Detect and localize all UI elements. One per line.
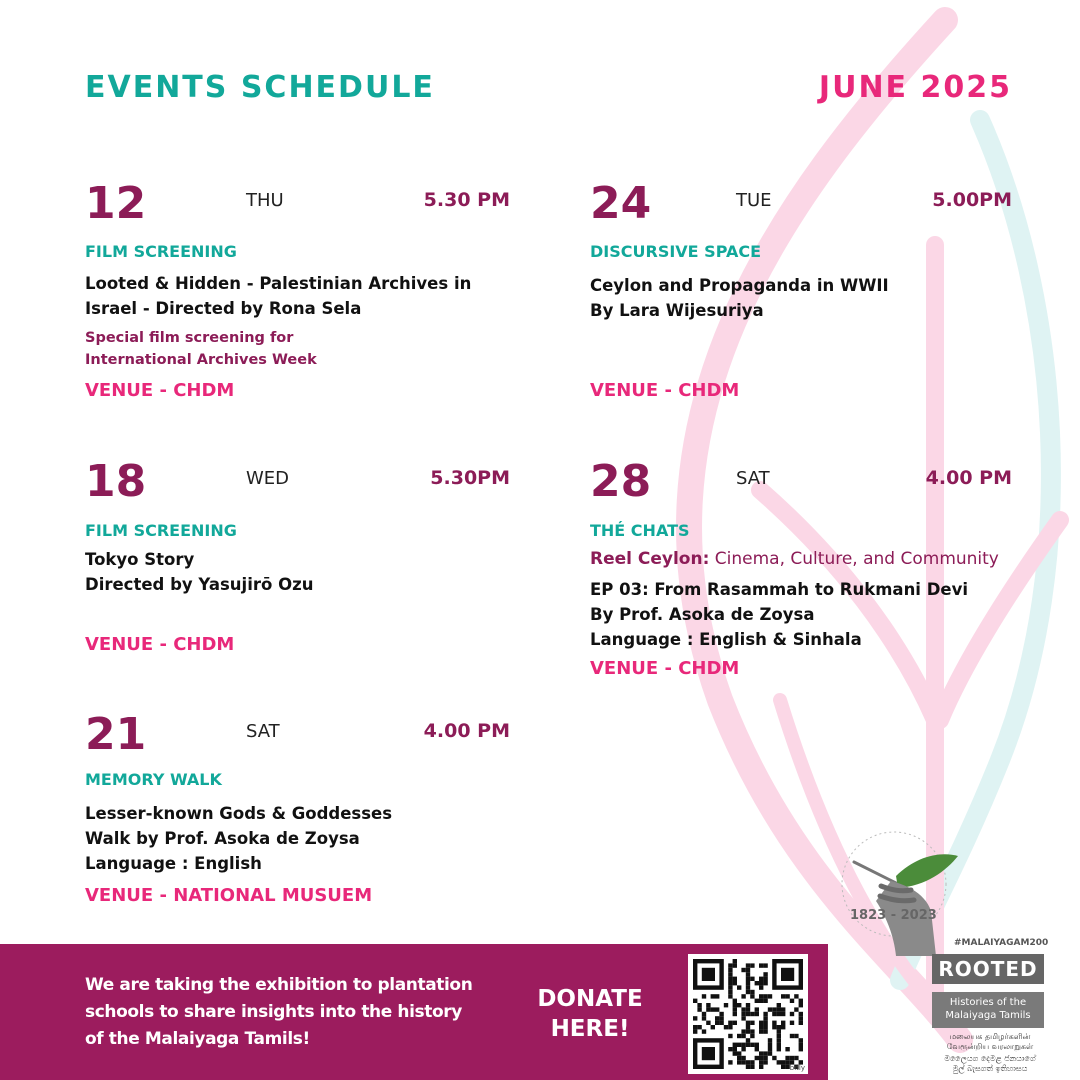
event-series xyxy=(590,549,999,569)
event-category: THÉ CHATS xyxy=(590,521,690,540)
event-time: 5.00PM xyxy=(932,189,1012,211)
event-venue: VENUE - CHDM xyxy=(590,658,740,679)
logo-sinhala-line: මුල් බැසගත් ඉතිහාසය xyxy=(952,1064,1028,1073)
event-title-line: Israel - Directed by Rona Sela xyxy=(85,299,362,318)
banner-line: schools to share insights into the history xyxy=(85,1002,462,1022)
donate-line: HERE! xyxy=(550,1016,630,1042)
event-title-line: Language : English & Sinhala xyxy=(590,630,862,649)
event-title-line: Ceylon and Propaganda in WWII xyxy=(590,276,889,295)
logo-years: 1823 - 2023 xyxy=(850,908,937,923)
banner-message xyxy=(85,972,505,1053)
event-title-line: Lesser-known Gods & Goddesses xyxy=(85,804,393,823)
event-category: FILM SCREENING xyxy=(85,242,237,261)
event-title-line: Tokyo Story xyxy=(85,550,195,569)
logo-sinhala-line: මලෛයග දෙමළ ජනයාගේ xyxy=(944,1054,1036,1063)
donate-line: DONATE xyxy=(537,986,643,1012)
donate-here-label[interactable] xyxy=(530,984,650,1044)
event-venue: VENUE - CHDM xyxy=(85,634,235,655)
event-card-21 xyxy=(85,711,510,911)
event-day: TUE xyxy=(736,190,772,211)
event-title-line: Walk by Prof. Asoka de Zoysa xyxy=(85,829,360,848)
event-date: 28 xyxy=(590,456,652,507)
event-card-18 xyxy=(85,458,510,668)
logo-tamil-line: மலையக தமிழர்களின் xyxy=(949,1032,1031,1041)
event-title-line: EP 03: From Rasammah to Rukmani Devi xyxy=(590,580,969,599)
event-date: 18 xyxy=(85,456,147,507)
event-card-24 xyxy=(590,180,1015,410)
logo-subtitle xyxy=(932,992,1044,1028)
banner-line: We are taking the exhibition to plantation xyxy=(85,975,473,995)
event-day: THU xyxy=(246,190,284,211)
event-card-28 xyxy=(590,458,1015,688)
event-title-line: By Prof. Asoka de Zoysa xyxy=(590,605,815,624)
event-day: SAT xyxy=(736,468,770,489)
event-category: DISCURSIVE SPACE xyxy=(590,242,762,261)
event-time: 4.00 PM xyxy=(925,467,1012,489)
event-date: 12 xyxy=(85,178,147,229)
page-title: EVENTS SCHEDULE xyxy=(85,70,435,105)
logo-subtitle-line: Histories of the xyxy=(949,997,1027,1008)
event-category: FILM SCREENING xyxy=(85,521,237,540)
logo-hashtag: #MALAIYAGAM200 xyxy=(954,938,1049,948)
rooted-exhibition-logo xyxy=(836,826,1066,1076)
event-series-name: Reel Ceylon: xyxy=(590,549,710,569)
qr-tag: bitly xyxy=(789,1064,805,1072)
event-title-line: Language : English xyxy=(85,854,262,873)
logo-tamil-line: வேரூன்றிய வரலாறுகள் xyxy=(946,1042,1034,1051)
donation-qr-code[interactable] xyxy=(688,954,808,1074)
event-card-12 xyxy=(85,180,510,410)
page-month: JUNE 2025 xyxy=(818,70,1012,105)
event-time: 5.30PM xyxy=(430,467,510,489)
event-series-rest: Cinema, Culture, and Community xyxy=(709,549,999,569)
logo-sinhala-text xyxy=(934,1054,1046,1074)
event-date: 24 xyxy=(590,178,652,229)
logo-tamil-text xyxy=(934,1032,1046,1052)
event-note-line: International Archives Week xyxy=(85,352,317,368)
logo-rooted: ROOTED xyxy=(932,954,1044,984)
qr-code-icon xyxy=(688,954,808,1074)
event-title-line: Directed by Yasujirō Ozu xyxy=(85,575,314,594)
event-title-line: By Lara Wijesuriya xyxy=(590,301,764,320)
banner-line: of the Malaiyaga Tamils! xyxy=(85,1029,310,1049)
hand-holding-pen-icon xyxy=(836,826,966,956)
donation-banner xyxy=(0,944,828,1080)
logo-subtitle-line: Malaiyaga Tamils xyxy=(945,1010,1031,1021)
event-venue: VENUE - CHDM xyxy=(85,380,235,401)
event-venue: VENUE - CHDM xyxy=(590,380,740,401)
event-time: 4.00 PM xyxy=(423,720,510,742)
event-title-line: Looted & Hidden - Palestinian Archives in xyxy=(85,274,472,293)
event-day: SAT xyxy=(246,721,280,742)
event-note-line: Special film screening for xyxy=(85,330,294,346)
event-time: 5.30 PM xyxy=(423,189,510,211)
event-day: WED xyxy=(246,468,290,489)
event-category: MEMORY WALK xyxy=(85,770,222,789)
event-venue: VENUE - NATIONAL MUSUEM xyxy=(85,885,373,906)
event-date: 21 xyxy=(85,709,147,760)
